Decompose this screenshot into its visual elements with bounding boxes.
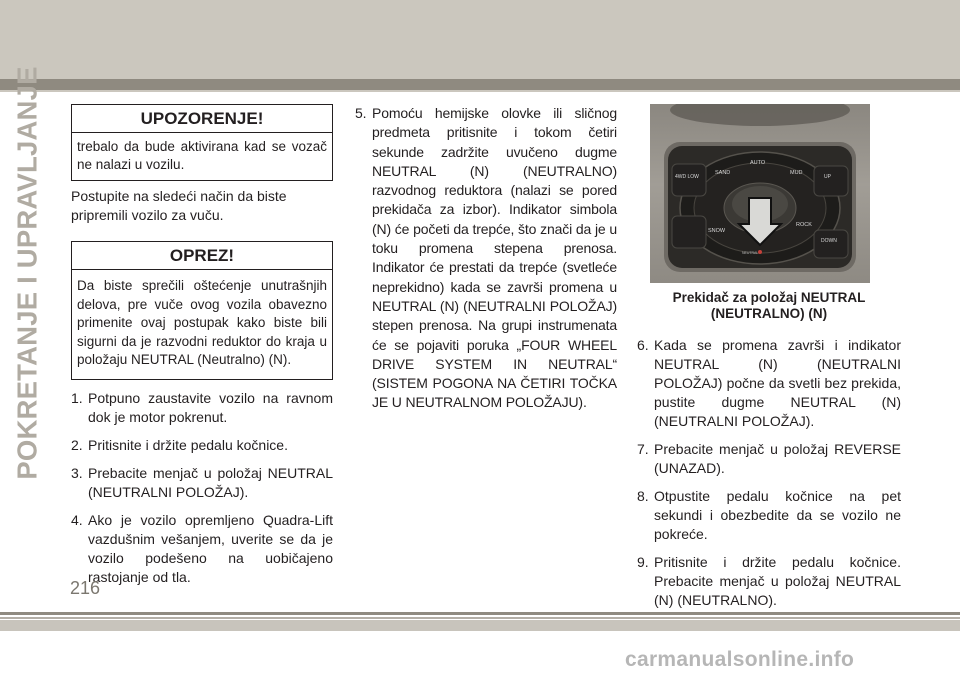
step-text: Pritisnite i držite pedalu kočnice. Prebacite menjač u položaj NEUTRAL (N) (NEUTRALNO). [654, 554, 901, 608]
caution-text: Da biste sprečili oštećenje unutrašnjih delova, pre vuče ovog vozila obavezno primenite ovaj postupak kako biste bili sigurni da je razvodni reduktor do kraja u položaju NEUTRAL (Neutralno) (N). [77, 278, 327, 367]
list-item: 7. Prebacite menjač u položaj REVERSE (UNAZAD). [637, 441, 901, 476]
step-text: Prebacite menjač u položaj REVERSE (UNAZAD). [654, 441, 901, 476]
sand-label: SAND [715, 170, 731, 176]
list-item: 6. Kada se promena završi i indikator NEUTRAL (N) (NEUTRALNI POLOŽAJ) počne da svetli bez prekida, pustite dugme NEUTRAL (N) (NEUTRALNI POLOŽAJ). [637, 337, 901, 429]
step-text: Pritisnite i držite pedalu kočnice. [88, 436, 288, 453]
snow-label: SNOW [708, 228, 726, 234]
warning-text: trebalo da bude aktivirana kad se vozač ne nalazi u vozilu. [77, 139, 327, 172]
intro-paragraph: Postupite na sledeći način da biste pripremili vozilo za vuču. [71, 188, 287, 223]
header-line [0, 90, 960, 92]
down-label: DOWN [821, 238, 837, 244]
list-item: 1. Potpuno zaustavite vozilo na ravnom dok je motor pokrenut. [71, 389, 333, 425]
warning-title: UPOZORENJE! [72, 105, 332, 133]
footer-band [0, 620, 960, 631]
header-stripe [0, 79, 960, 90]
mud-label: MUD [790, 170, 803, 176]
list-item: 3. Prebacite menjač u položaj NEUTRAL (NEUTRALNI POLOŽAJ). [71, 464, 333, 500]
step-text: Ako je vozilo opremljeno Quadra-Lift vazdušnim vešanjem, uverite se da je vozilo podešeno na uobičajeno rastojanje od tla. [88, 511, 333, 585]
caution-box [71, 241, 333, 380]
watermark: carmanualsonline.info [625, 648, 855, 671]
up-label: UP [824, 174, 831, 180]
caution-title: OPREZ! [72, 242, 332, 270]
neutral-switch-photo [650, 104, 870, 283]
step-text: Pomoću hemijske olovke ili sličnog predmeta pritisnite i tokom četiri sekunde zadržite uvučeno dugme NEUTRAL (N) (NEUTRALNO) razvodnog reduktora (nalazi se pored prekidača za izbor). Indikator simbola (N) će početi da trepće, što znači da je u toku promena stepena prenosa. Indikator će prestati da trepće (svetleće neprekidno) kada se završi promena u NEUTRAL (N) (NEUTRALNI POLOŽAJ) stepen prenosa. Na grupi instrumenata će se pojaviti poruka „FOUR WHEEL DRIVE SYSTEM IN NEUTRAL“ (SISTEM POGONA NA ČETIRI TOČKA JE U NEUTRALNOM POLOŽAJU). [372, 105, 617, 411]
section-title: POKRETANJE I UPRAVLJANJE [12, 65, 43, 480]
photo-caption: Prekidač za položaj NEUTRAL (NEUTRALNO) (N) [672, 290, 866, 321]
neutral-label: NEUTRAL [742, 251, 759, 255]
neutral-indicator-icon [758, 250, 762, 254]
section-title-vertical [6, 65, 50, 480]
footer-line-2 [0, 617, 960, 619]
column-middle [355, 104, 617, 422]
step-text: Otpustite pedalu kočnice na pet sekundi i obezbedite da se vozilo ne pokreće. [654, 488, 901, 542]
list-item: 9. Pritisnite i držite pedalu kočnice. Prebacite menjač u položaj NEUTRAL (N) (NEUTRALNO). [637, 554, 901, 608]
step-text: Potpuno zaustavite vozilo na ravnom dok je motor pokrenut. [88, 389, 333, 425]
column-right [637, 104, 901, 619]
column-left [71, 104, 333, 596]
auto-label: AUTO [750, 160, 766, 166]
steps-list-1 [71, 389, 333, 587]
list-item: 5. Pomoću hemijske olovke ili sličnog predmeta pritisnite i tokom četiri sekunde zadržite uvučeno dugme NEUTRAL (N) (NEUTRALNO) razvodnog reduktora (nalazi se pored prekidača za izbor). Indikator simbola (N) će početi da trepće, što znači da je u toku promena stepena prenosa. Indikator će prestati da trepće (svetleće neprekidno) kada se završi promena u NEUTRAL (N) (NEUTRALNI POLOŽAJ) stepen prenosa. Na grupi instrumenata će se pojaviti poruka „FOUR WHEEL DRIVE SYSTEM IN NEUTRAL“ (SISTEM POGONA NA ČETIRI TOČKA JE U NEUTRALNOM POLOŽAJU). [355, 105, 617, 411]
steps-list-3 [637, 336, 901, 610]
list-item: 4. Ako je vozilo opremljeno Quadra-Lift vazdušnim vešanjem, uverite se da je vozilo podešeno na uobičajeno rastojanje od tla. [71, 511, 333, 585]
list-item: 8. Otpustite pedalu kočnice na pet sekundi i obezbedite da se vozilo ne pokreće. [637, 488, 901, 542]
rock-label: ROCK [796, 222, 812, 228]
page-number: 216 [70, 578, 101, 598]
footer-line [0, 612, 960, 615]
warning-box [71, 104, 333, 181]
steps-list-2 [355, 104, 617, 413]
step-text: Kada se promena završi i indikator NEUTRAL (N) (NEUTRALNI POLOŽAJ) počne da svetli bez prekida, pustite dugme NEUTRAL (N) (NEUTRALNI POLOŽAJ). [654, 337, 901, 429]
switch-panel-illustration [650, 104, 870, 283]
step-text: Prebacite menjač u položaj NEUTRAL (NEUTRALNI POLOŽAJ). [88, 464, 333, 500]
list-item: 2. Pritisnite i držite pedalu kočnice. [71, 436, 288, 453]
4wd-low-label: 4WD LOW [675, 174, 699, 180]
header-band [0, 0, 960, 79]
